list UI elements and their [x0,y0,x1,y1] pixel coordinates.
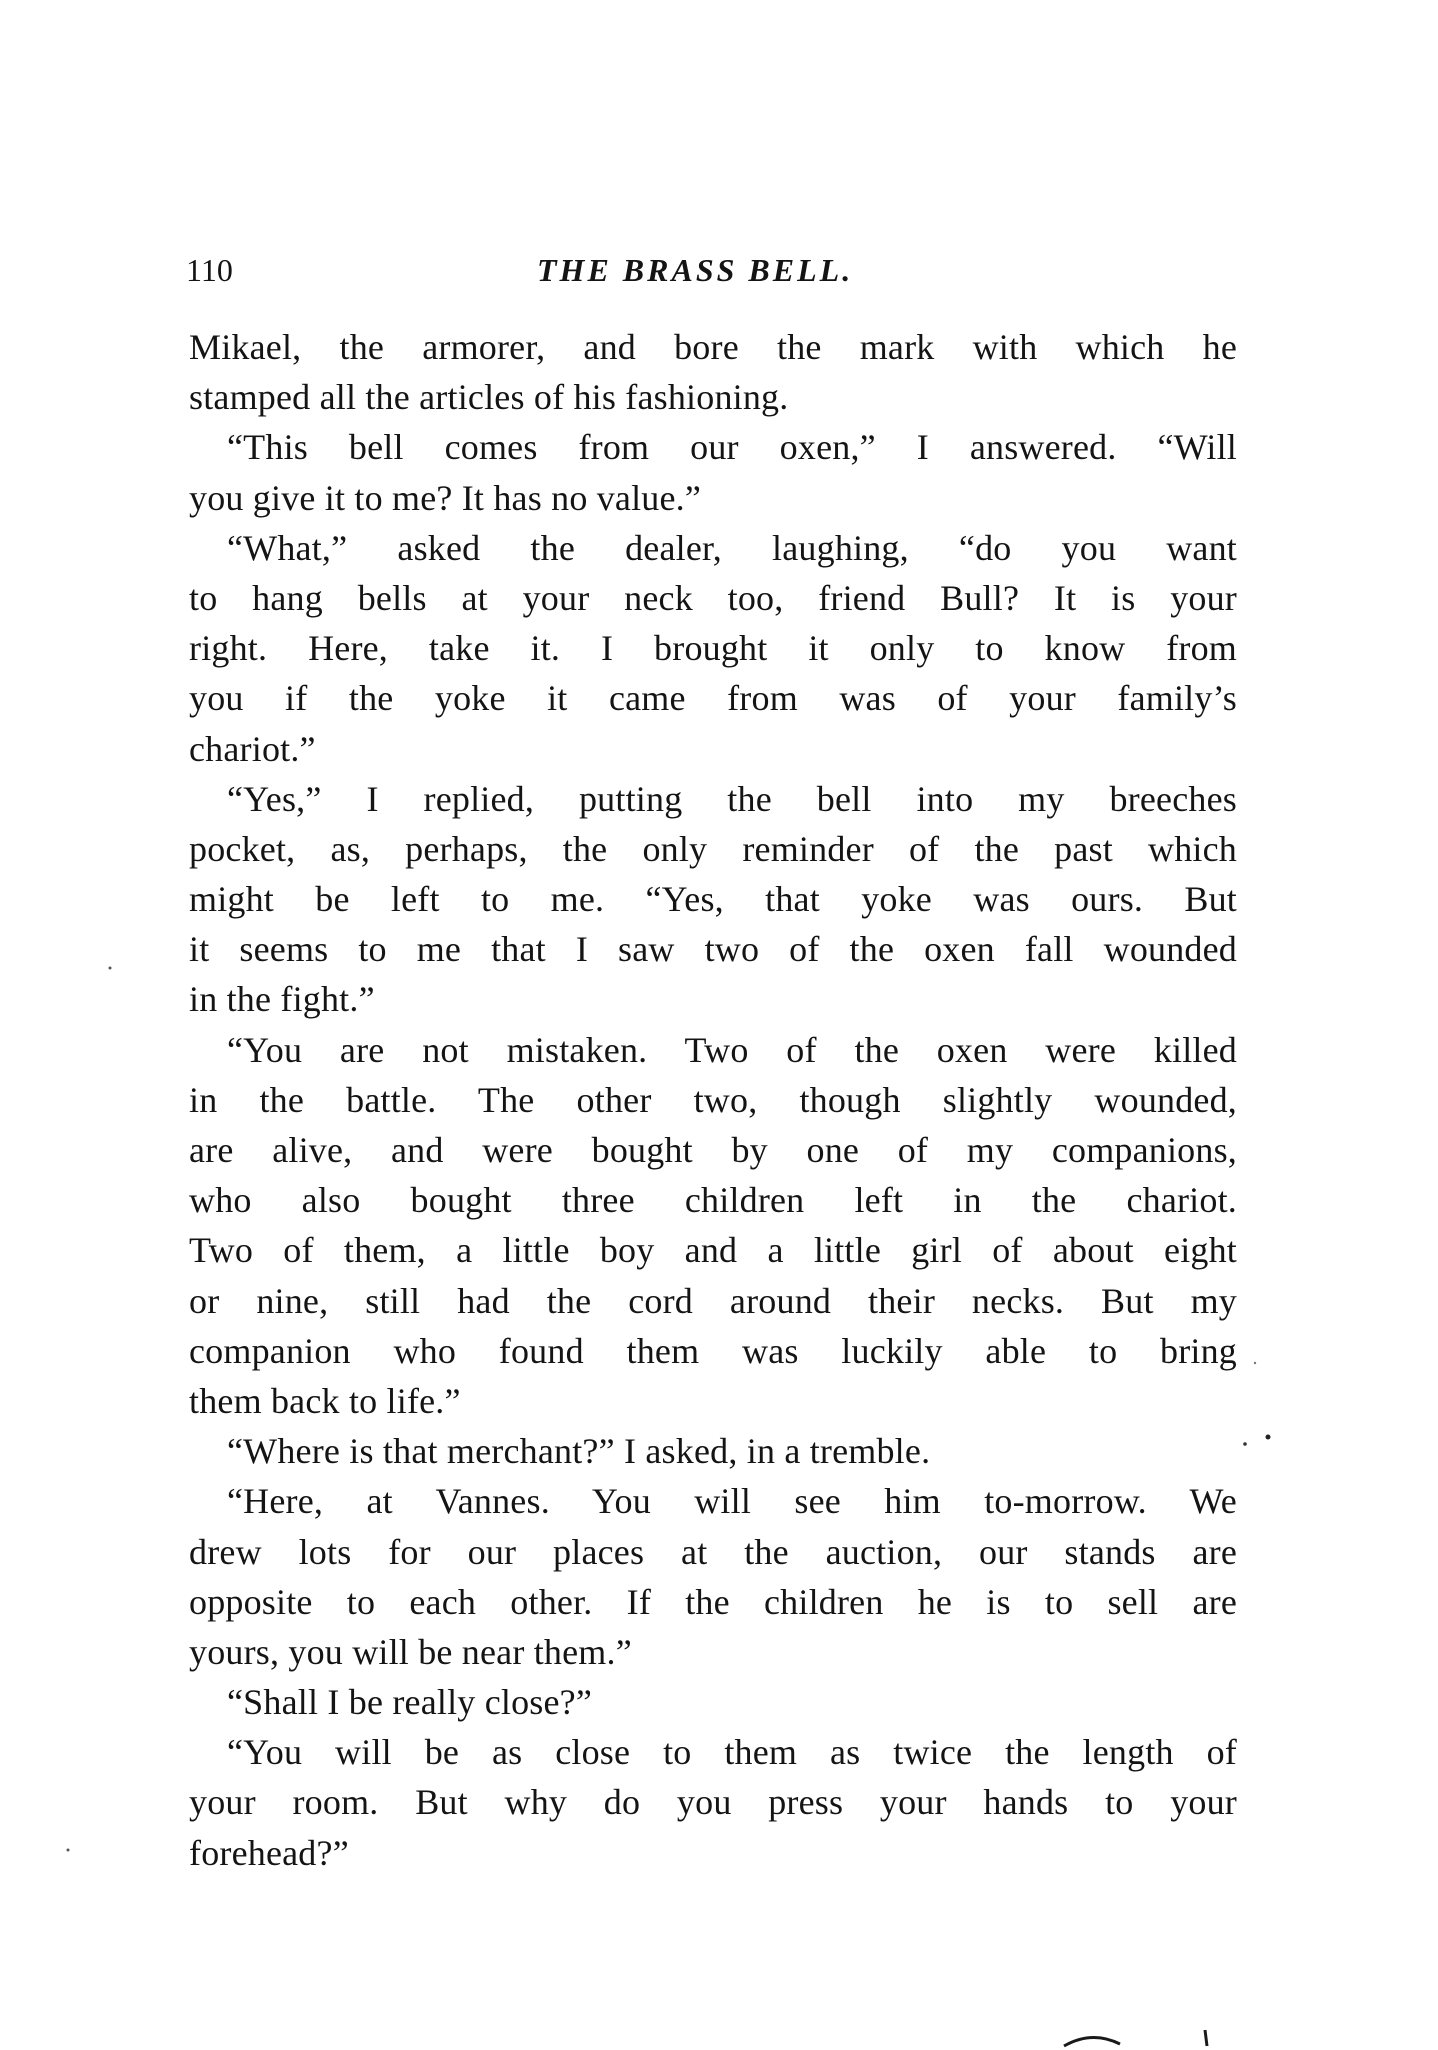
text-line: stamped all the articles of his fashioning. [189,377,789,418]
text-line: “You are not mistaken. Two of the oxen were killed [227,1029,1237,1070]
text-line: “This bell comes from our oxen,” I answered. “Will [227,427,1237,468]
text-line: or nine, still had the cord around their necks. But my [189,1280,1237,1321]
catchword-fragment [1064,2037,1120,2046]
text-line: it seems to me that I saw two of the oxen fall wounded [189,929,1237,970]
scan-speck [1243,1442,1247,1446]
text-line: “Shall I be really close?” [227,1682,593,1723]
text-line: chariot.” [189,728,316,769]
text-line: opposite to each other. If the children he is to sell are [189,1581,1237,1622]
text-line: right. Here, take it. I brought it only to know from [189,628,1237,669]
scan-speck [1266,1435,1271,1440]
text-line: “Here, at Vannes. You will see him to-morrow. We [227,1481,1237,1522]
page-number: 110 [186,252,233,288]
text-line: “What,” asked the dealer, laughing, “do you want [227,527,1237,568]
text-line: you if the yoke it came from was of your family’s [189,678,1237,719]
text-line: Two of them, a little boy and a little girl of about eight [189,1230,1237,1271]
text-line: drew lots for our places at the auction, our stands are [189,1531,1237,1572]
text-line: your room. But why do you press your hands to your [189,1782,1237,1823]
text-line: are alive, and were bought by one of my companions, [189,1130,1237,1170]
catchword-fragment [1205,2030,1207,2046]
running-title: THE BRASS BELL. [537,252,854,288]
text-line: forehead?” [189,1832,349,1873]
text-line: Mikael, the armorer, and bore the mark with which he [189,327,1237,367]
text-line: “Yes,” I replied, putting the bell into my breeches [227,778,1237,819]
scan-speck [67,1849,70,1852]
text-line: yours, you will be near them.” [189,1631,632,1672]
text-line: “You will be as close to them as twice the length of [227,1732,1237,1773]
text-line: to hang bells at your neck too, friend Bull? It is your [189,577,1237,618]
text-line: them back to life.” [189,1380,461,1421]
text-line: who also bought three children left in the chariot. [189,1180,1237,1221]
text-line: you give it to me? It has no value.” [189,477,702,518]
text-line: might be left to me. “Yes, that yoke was ours. But [189,879,1237,920]
scan-speck [1254,1362,1256,1364]
text-line: “Where is that merchant?” I asked, in a tremble. [227,1431,931,1472]
text-line: in the fight.” [189,979,375,1020]
text-line: pocket, as, perhaps, the only reminder of the past which [189,828,1237,869]
text-line: companion who found them was luckily able to bring [189,1330,1237,1371]
text-line: in the battle. The other two, though slightly wounded, [189,1079,1237,1120]
scan-speck [109,967,112,970]
